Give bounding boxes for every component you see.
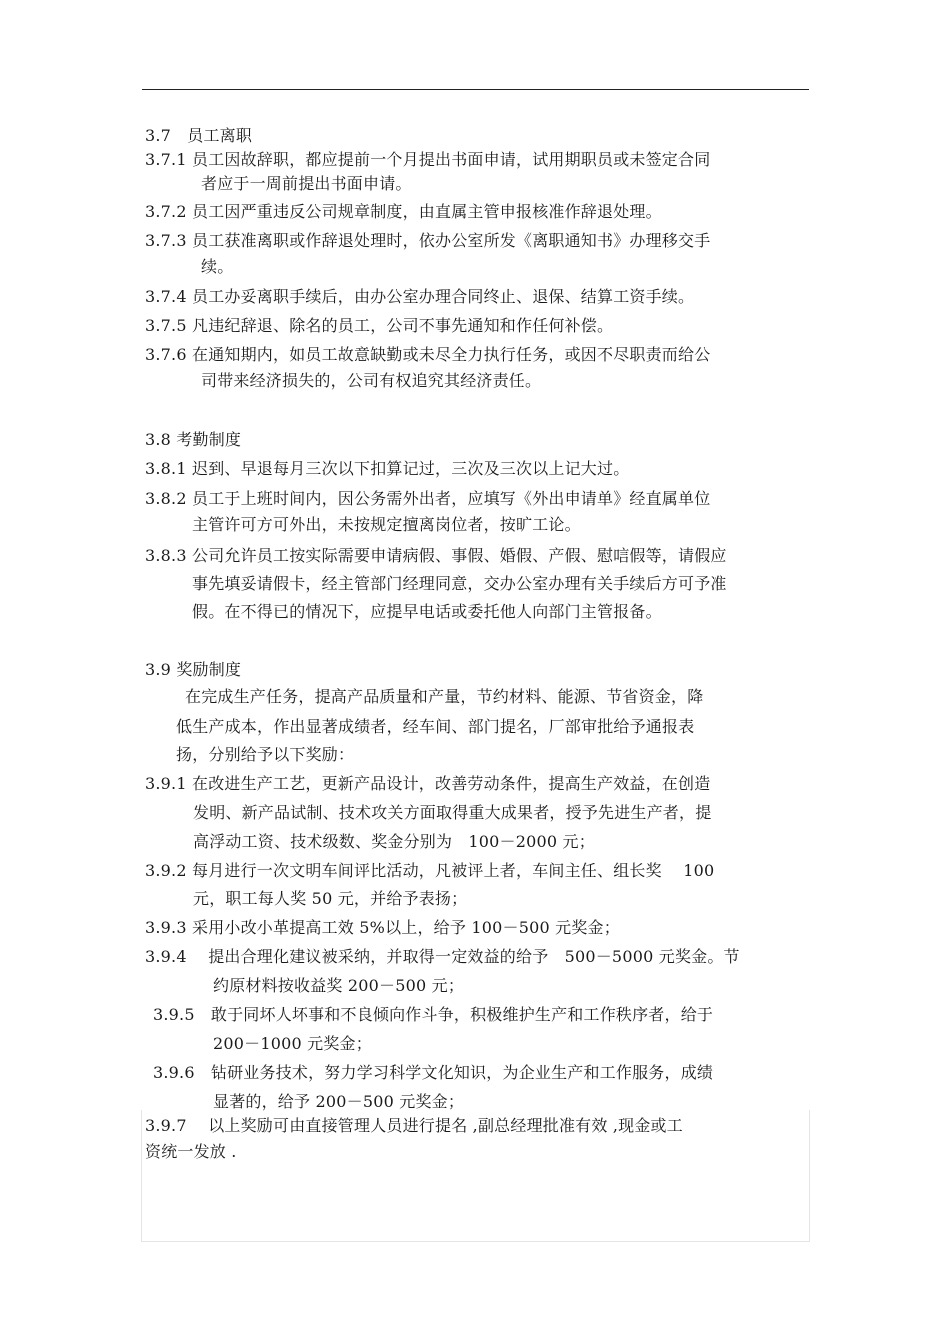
clause-3-9-3: 3.9.3 采用小改小革提高工效 5%以上，给予 100－500 元奖金； (145, 918, 620, 937)
clause-3-8-3-line-1: 3.8.3 公司允许员工按实际需要申请病假、事假、婚假、产假、慰唁假等，请假应 (145, 546, 727, 565)
clause-3-7-3-line-1: 3.7.3 员工获准离职或作辞退处理时，依办公室所发《离职通知书》办理移交手 (145, 231, 711, 250)
clause-3-9-1-line-3: 高浮动工资、技术级数、奖金分别为 100－2000 元； (193, 832, 595, 851)
clause-3-9-6-line-1: 3.9.6 钻研业务技术，努力学习科学文化知识，为企业生产和工作服务，成绩 (153, 1063, 714, 1082)
clause-3-9-5-line-1: 3.9.5 敢于同坏人坏事和不良倾向作斗争，积极维护生产和工作秩序者，给于 (153, 1005, 714, 1024)
clause-3-9-2-line-2: 元，职工每人奖 50 元，并给予表扬； (193, 889, 468, 908)
clause-3-8-1: 3.8.1 迟到、早退每月三次以下扣算记过，三次及三次以上记大过。 (145, 459, 630, 478)
clause-3-7-5: 3.7.5 凡违纪辞退、除名的员工，公司不事先通知和作任何补偿。 (145, 316, 614, 335)
section-heading-3-8: 3.8 考勤制度 (145, 430, 242, 449)
clause-3-7-4: 3.7.4 员工办妥离职手续后，由办公室办理合同终止、退保、结算工资手续。 (145, 287, 695, 306)
clause-3-9-7-line-2: 资统一发放 . (145, 1142, 237, 1161)
reward-intro-line-2: 低生产成本，作出显著成绩者，经车间、部门提名，厂部审批给予通报表 (176, 717, 695, 736)
clause-3-9-6-line-2: 显著的，给予 200－500 元奖金； (213, 1092, 465, 1111)
clause-3-8-3-line-3: 假。在不得已的情况下，应提早电话或委托他人向部门主管报备。 (192, 602, 662, 621)
section-heading-3-9: 3.9 奖励制度 (145, 660, 242, 679)
clause-3-9-4-line-2: 约原材料按收益奖 200－500 元； (213, 976, 465, 995)
header-rule (142, 89, 809, 90)
clause-3-9-7-line-1: 3.9.7 以上奖励可由直接管理人员进行提名 ,副总经理批准有效 ,现金或工 (145, 1116, 683, 1135)
clause-3-9-1-line-1: 3.9.1 在改进生产工艺，更新产品设计，改善劳动条件，提高生产效益，在创造 (145, 774, 711, 793)
clause-3-7-6-line-1: 3.7.6 在通知期内，如员工故意缺勤或未尽全力执行任务，或因不尽职责而给公 (145, 345, 711, 364)
clause-3-9-5-line-2: 200－1000 元奖金； (213, 1034, 372, 1053)
clause-3-7-1-line-1: 3.7.1 员工因故辞职，都应提前一个月提出书面申请，试用期职员或未签定合同 (145, 150, 711, 169)
clause-3-7-2: 3.7.2 员工因严重违反公司规章制度，由直属主管申报核准作辞退处理。 (145, 202, 662, 221)
clause-3-8-3-line-2: 事先填妥请假卡，经主管部门经理同意，交办公室办理有关手续后方可予准 (192, 574, 727, 593)
section-heading-3-7: 3.7 员工离职 (145, 126, 253, 145)
clause-3-7-1-line-2: 者应于一周前提出书面申请。 (201, 174, 412, 193)
clause-3-9-2-line-1: 3.9.2 每月进行一次文明车间评比活动，凡被评上者，车间主任、组长奖 100 (145, 861, 715, 880)
clause-3-7-3-line-2: 续。 (201, 257, 234, 276)
clause-3-9-4-line-1: 3.9.4 提出合理化建议被采纳，并取得一定效益的给予 500－5000 元奖金。节 (145, 947, 740, 966)
clause-3-9-1-line-2: 发明、新产品试制、技术攻关方面取得重大成果者，授予先进生产者，提 (193, 803, 712, 822)
clause-3-8-2-line-1: 3.8.2 员工于上班时间内，因公务需外出者，应填写《外出申请单》经直属单位 (145, 489, 711, 508)
reward-intro-line-3: 扬，分别给予以下奖励： (176, 745, 355, 764)
clause-3-7-6-line-2: 司带来经济损失的，公司有权追究其经济责任。 (201, 371, 542, 390)
clause-3-8-2-line-2: 主管许可方可外出，未按规定擅离岗位者，按旷工论。 (192, 515, 581, 534)
reward-intro-line-1: 在完成生产任务，提高产品质量和产量，节约材料、能源、节省资金，降 (185, 687, 704, 706)
